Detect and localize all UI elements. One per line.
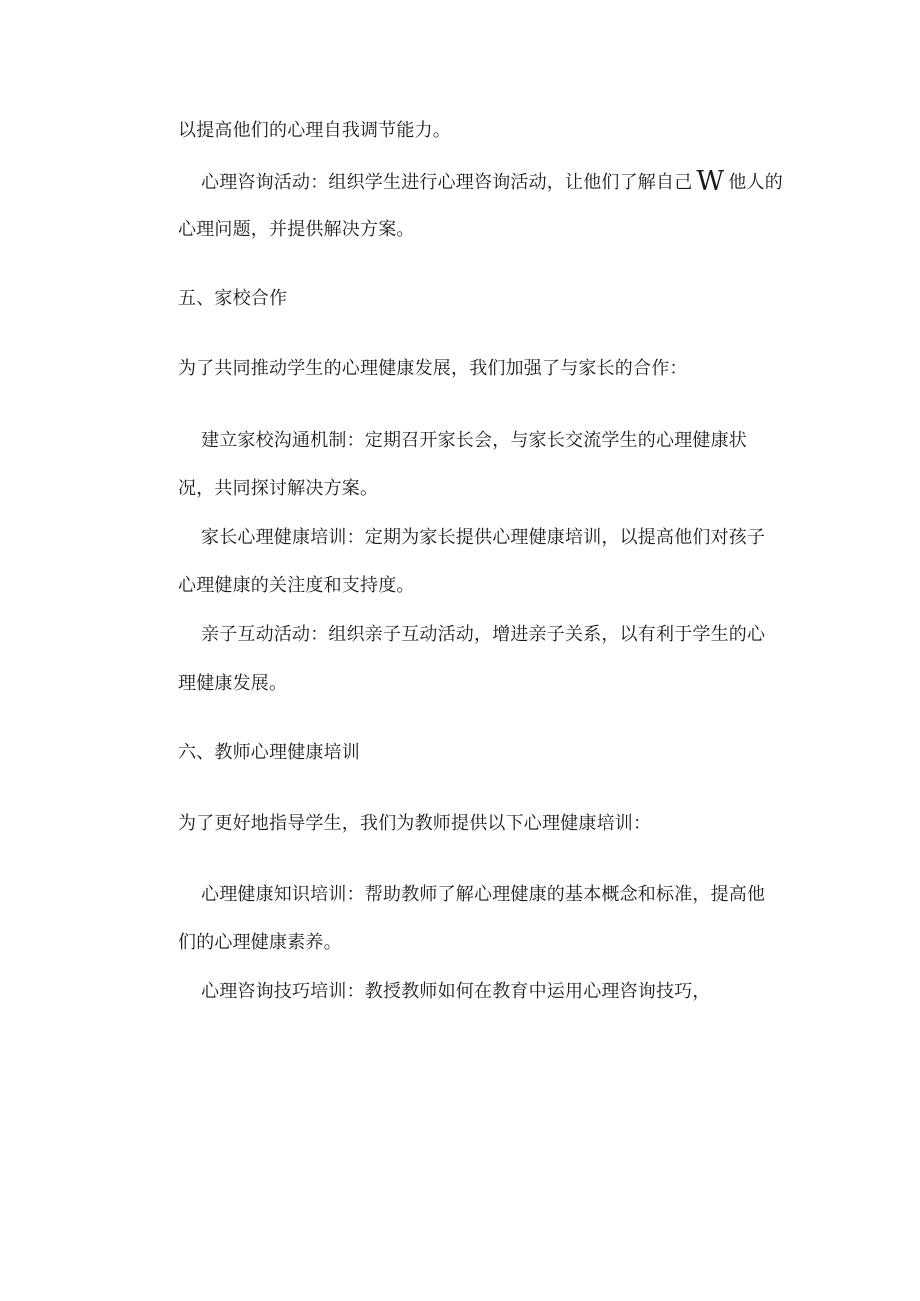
- large-w-glyph: W: [696, 166, 725, 197]
- paragraph-line-with-w: [201, 166, 783, 197]
- list-item-line: 心理咨询技巧培训：教授教师如何在教育中运用心理咨询技巧，: [201, 981, 711, 1002]
- list-item-line: 家长心理健康培训：定期为家长提供心理健康培训，以提高他们对孩子: [201, 527, 766, 548]
- list-item-line: 心理健康知识培训：帮助教师了解心理健康的基本概念和标准，提高他: [201, 884, 766, 905]
- text-run: 心理咨询活动：组织学生进行心理咨询活动，让他们了解自己: [201, 172, 693, 193]
- list-item-line: 况，共同探讨解决方案。: [178, 478, 379, 499]
- list-item-line: 理健康发展。: [178, 673, 288, 694]
- list-item-line: 建立家校沟通机制：定期召开家长会，与家长交流学生的心理健康状: [201, 430, 747, 451]
- list-item-line: 心理健康的关注度和支持度。: [178, 575, 415, 596]
- list-item-line: 们的心理健康素养。: [178, 932, 342, 953]
- paragraph-line: 为了更好地指导学生，我们为教师提供以下心理健康培训：: [178, 813, 652, 834]
- list-item-line: 亲子互动活动：组织亲子互动活动，增进亲子关系，以有利于学生的心: [201, 624, 766, 645]
- paragraph-line: 心理问题，并提供解决方案。: [178, 219, 415, 240]
- text-run: 他人的: [728, 172, 783, 193]
- section-heading-five: 五、家校合作: [178, 288, 288, 309]
- paragraph-line: 以提高他们的心理自我调节能力。: [178, 120, 451, 141]
- paragraph-line: 为了共同推动学生的心理健康发展，我们加强了与家长的合作：: [178, 358, 688, 379]
- section-heading-six: 六、教师心理健康培训: [178, 742, 360, 763]
